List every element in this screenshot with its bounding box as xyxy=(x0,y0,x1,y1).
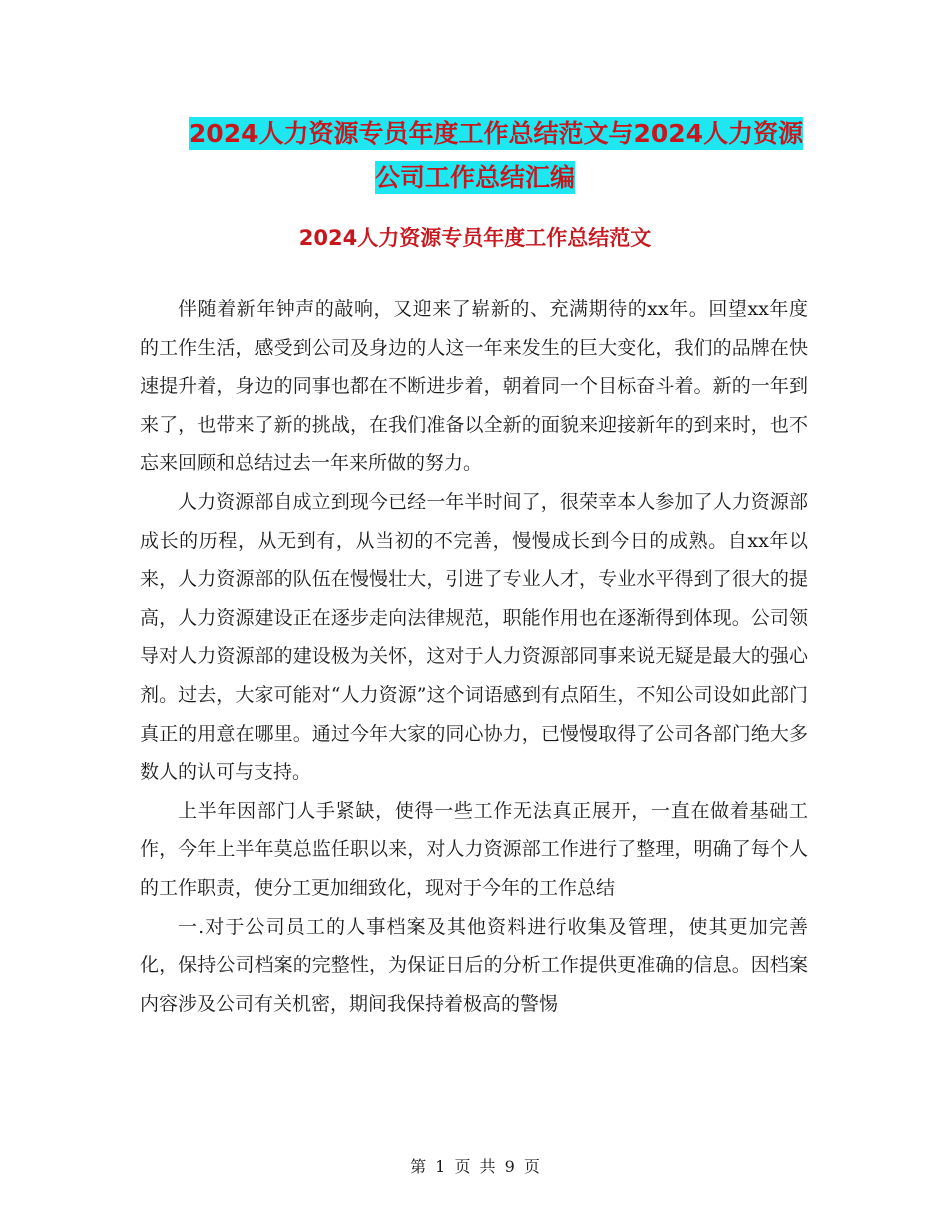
paragraph: 上半年因部门人手紧缺，使得一些工作无法真正展开，一直在做着基础工作，今年上半年莫总监任职以来，对人力资源部工作进行了整理，明确了每个人的工作职责，使分工更加细致化，现对于今年的工作总结 xyxy=(140,799,808,899)
paragraph: 一.对于公司员工的人事档案及其他资料进行收集及管理，使其更加完善化，保持公司档案的完整性，为保证日后的分析工作提供更准确的信息。因档案内容涉及公司有关机密，期间我保持着极高的警惕 xyxy=(140,915,808,1015)
document-title-line1: 2024人力资源专员年度工作总结范文与2024人力资源 xyxy=(188,119,804,148)
document-title-line2: 公司工作总结汇编 xyxy=(374,163,575,192)
paragraph: 人力资源部自成立到现今已经一年半时间了，很荣幸本人参加了人力资源部成长的历程，从无到有，从当初的不完善，慢慢成长到今日的成熟。自xx年以来，人力资源部的队伍在慢慢壮大，引进了专业人才，专业水平得到了很大的提高，人力资源建设正在逐步走向法律规范，职能作用也在逐渐得到体现。公司领导对人力资源部的建设极为关怀，这对于人力资源部同事来说无疑是最大的强心剂。过去，大家可能对“人力资源”这个词语感到有点陌生，不知公司设如此部门真正的用意在哪里。通过今年大家的同心协力，已慢慢取得了公司各部门绝大多数人的认可与支持。 xyxy=(140,490,808,784)
document-body xyxy=(140,290,808,1023)
page-footer: 第 1 页 共 9 页 xyxy=(410,1157,540,1176)
section-title: 2024人力资源专员年度工作总结范文 xyxy=(298,226,652,250)
document-title xyxy=(0,112,950,200)
paragraph: 伴随着新年钟声的敲响，又迎来了崭新的、充满期待的xx年。回望xx年度的工作生活，感受到公司及身边的人这一年来发生的巨大变化，我们的品牌在快速提升着，身边的同事也都在不断进步着，朝着同一个目标奋斗着。新的一年到来了，也带来了新的挑战，在我们准备以全新的面貌来迎接新年的到来时，也不忘来回顾和总结过去一年来所做的努力。 xyxy=(140,298,808,475)
